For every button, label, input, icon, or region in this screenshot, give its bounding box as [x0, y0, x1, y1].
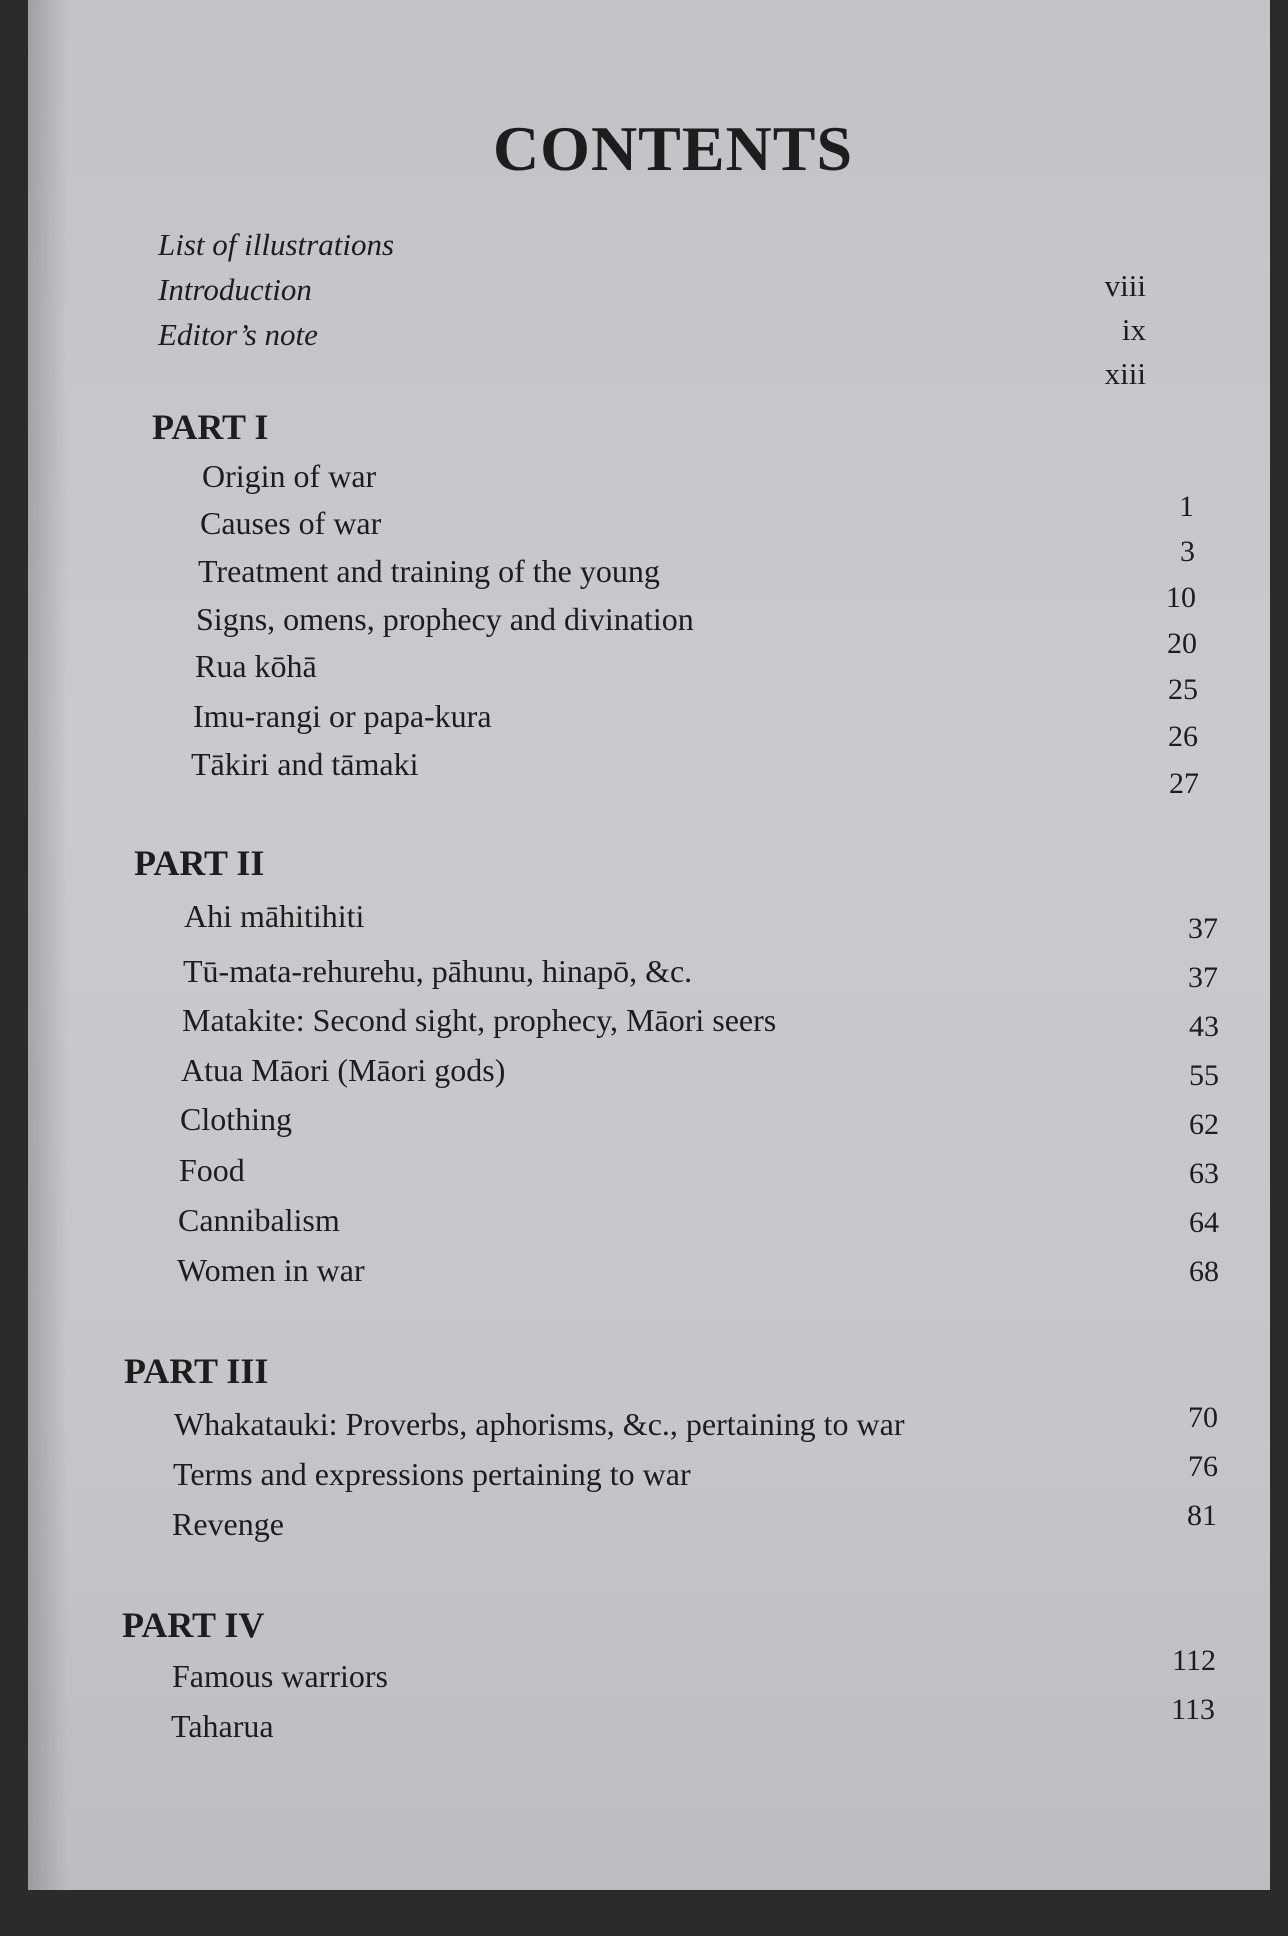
front-matter-entry: Editor’s note	[158, 317, 318, 352]
toc-entry: Tū-mata-rehurehu, pāhunu, hinapō, &c.	[183, 953, 693, 989]
toc-entry: Taharua	[171, 1708, 274, 1744]
toc-entry: Terms and expressions pertaining to war	[173, 1456, 691, 1492]
toc-page-number: 112	[1172, 1644, 1216, 1677]
toc-entry: Rua kōhā	[195, 648, 317, 684]
toc-page-number: 26	[1168, 720, 1198, 753]
toc-page-number: 27	[1169, 767, 1199, 800]
toc-entry: Revenge	[172, 1506, 284, 1542]
front-matter-list	[158, 222, 394, 357]
toc-entry: Imu-rangi or papa-kura	[193, 698, 492, 734]
toc-entry: Signs, omens, prophecy and divination	[196, 601, 694, 637]
part-heading: PART II	[134, 843, 265, 883]
book-page	[28, 0, 1270, 1890]
part-heading: PART III	[124, 1351, 269, 1391]
toc-page-number: 10	[1166, 581, 1196, 614]
toc-entry: Women in war	[177, 1252, 365, 1288]
front-matter-pages	[1026, 264, 1146, 396]
toc-page-number: 25	[1168, 673, 1198, 706]
toc-entry: Clothing	[180, 1101, 293, 1137]
toc-page-number: 43	[1189, 1010, 1219, 1043]
toc-page-number: 81	[1187, 1499, 1217, 1532]
toc-entry: Famous warriors	[172, 1658, 388, 1694]
toc-page-number: 3	[1180, 535, 1195, 568]
toc-page-number: 37	[1188, 961, 1218, 994]
part-heading: PART I	[152, 407, 269, 447]
toc-entry: Whakatauki: Proverbs, aphorisms, &c., pertaining to war	[174, 1406, 905, 1442]
toc-page-number: 37	[1188, 912, 1218, 945]
toc-page-number: 113	[1171, 1693, 1215, 1726]
front-matter-entry: Introduction	[158, 272, 312, 307]
front-matter-page: ix	[1121, 312, 1146, 347]
front-matter-page: viii	[1104, 268, 1146, 303]
toc-entry: Food	[179, 1152, 245, 1188]
toc-entry: Cannibalism	[178, 1202, 340, 1238]
toc-entry: Atua Māori (Māori gods)	[181, 1052, 506, 1088]
page-gutter-shadow	[28, 0, 68, 1890]
front-matter-entry: List of illustrations	[158, 227, 395, 262]
toc-page-number: 76	[1188, 1450, 1218, 1483]
toc-entry: Treatment and training of the young	[198, 553, 660, 589]
toc-page-number: 55	[1189, 1059, 1219, 1092]
part-heading: PART IV	[122, 1605, 265, 1645]
toc-page-number: 20	[1167, 627, 1197, 660]
front-matter-page: xiii	[1104, 356, 1146, 391]
toc-page-number: 68	[1189, 1255, 1219, 1288]
toc-page-number: 1	[1179, 490, 1194, 523]
toc-page-number: 62	[1189, 1108, 1219, 1141]
toc-entry: Tākiri and tāmaki	[191, 746, 419, 782]
toc-page-number: 63	[1189, 1157, 1219, 1190]
toc-entry: Ahi māhitihiti	[184, 898, 365, 934]
toc-entry: Origin of war	[202, 458, 377, 494]
toc-page-number: 64	[1189, 1206, 1219, 1239]
page-title: CONTENTS	[492, 113, 854, 184]
toc-entry: Causes of war	[200, 505, 382, 541]
toc-entry: Matakite: Second sight, prophecy, Māori seers	[182, 1002, 777, 1038]
toc-page-number: 70	[1188, 1401, 1218, 1434]
